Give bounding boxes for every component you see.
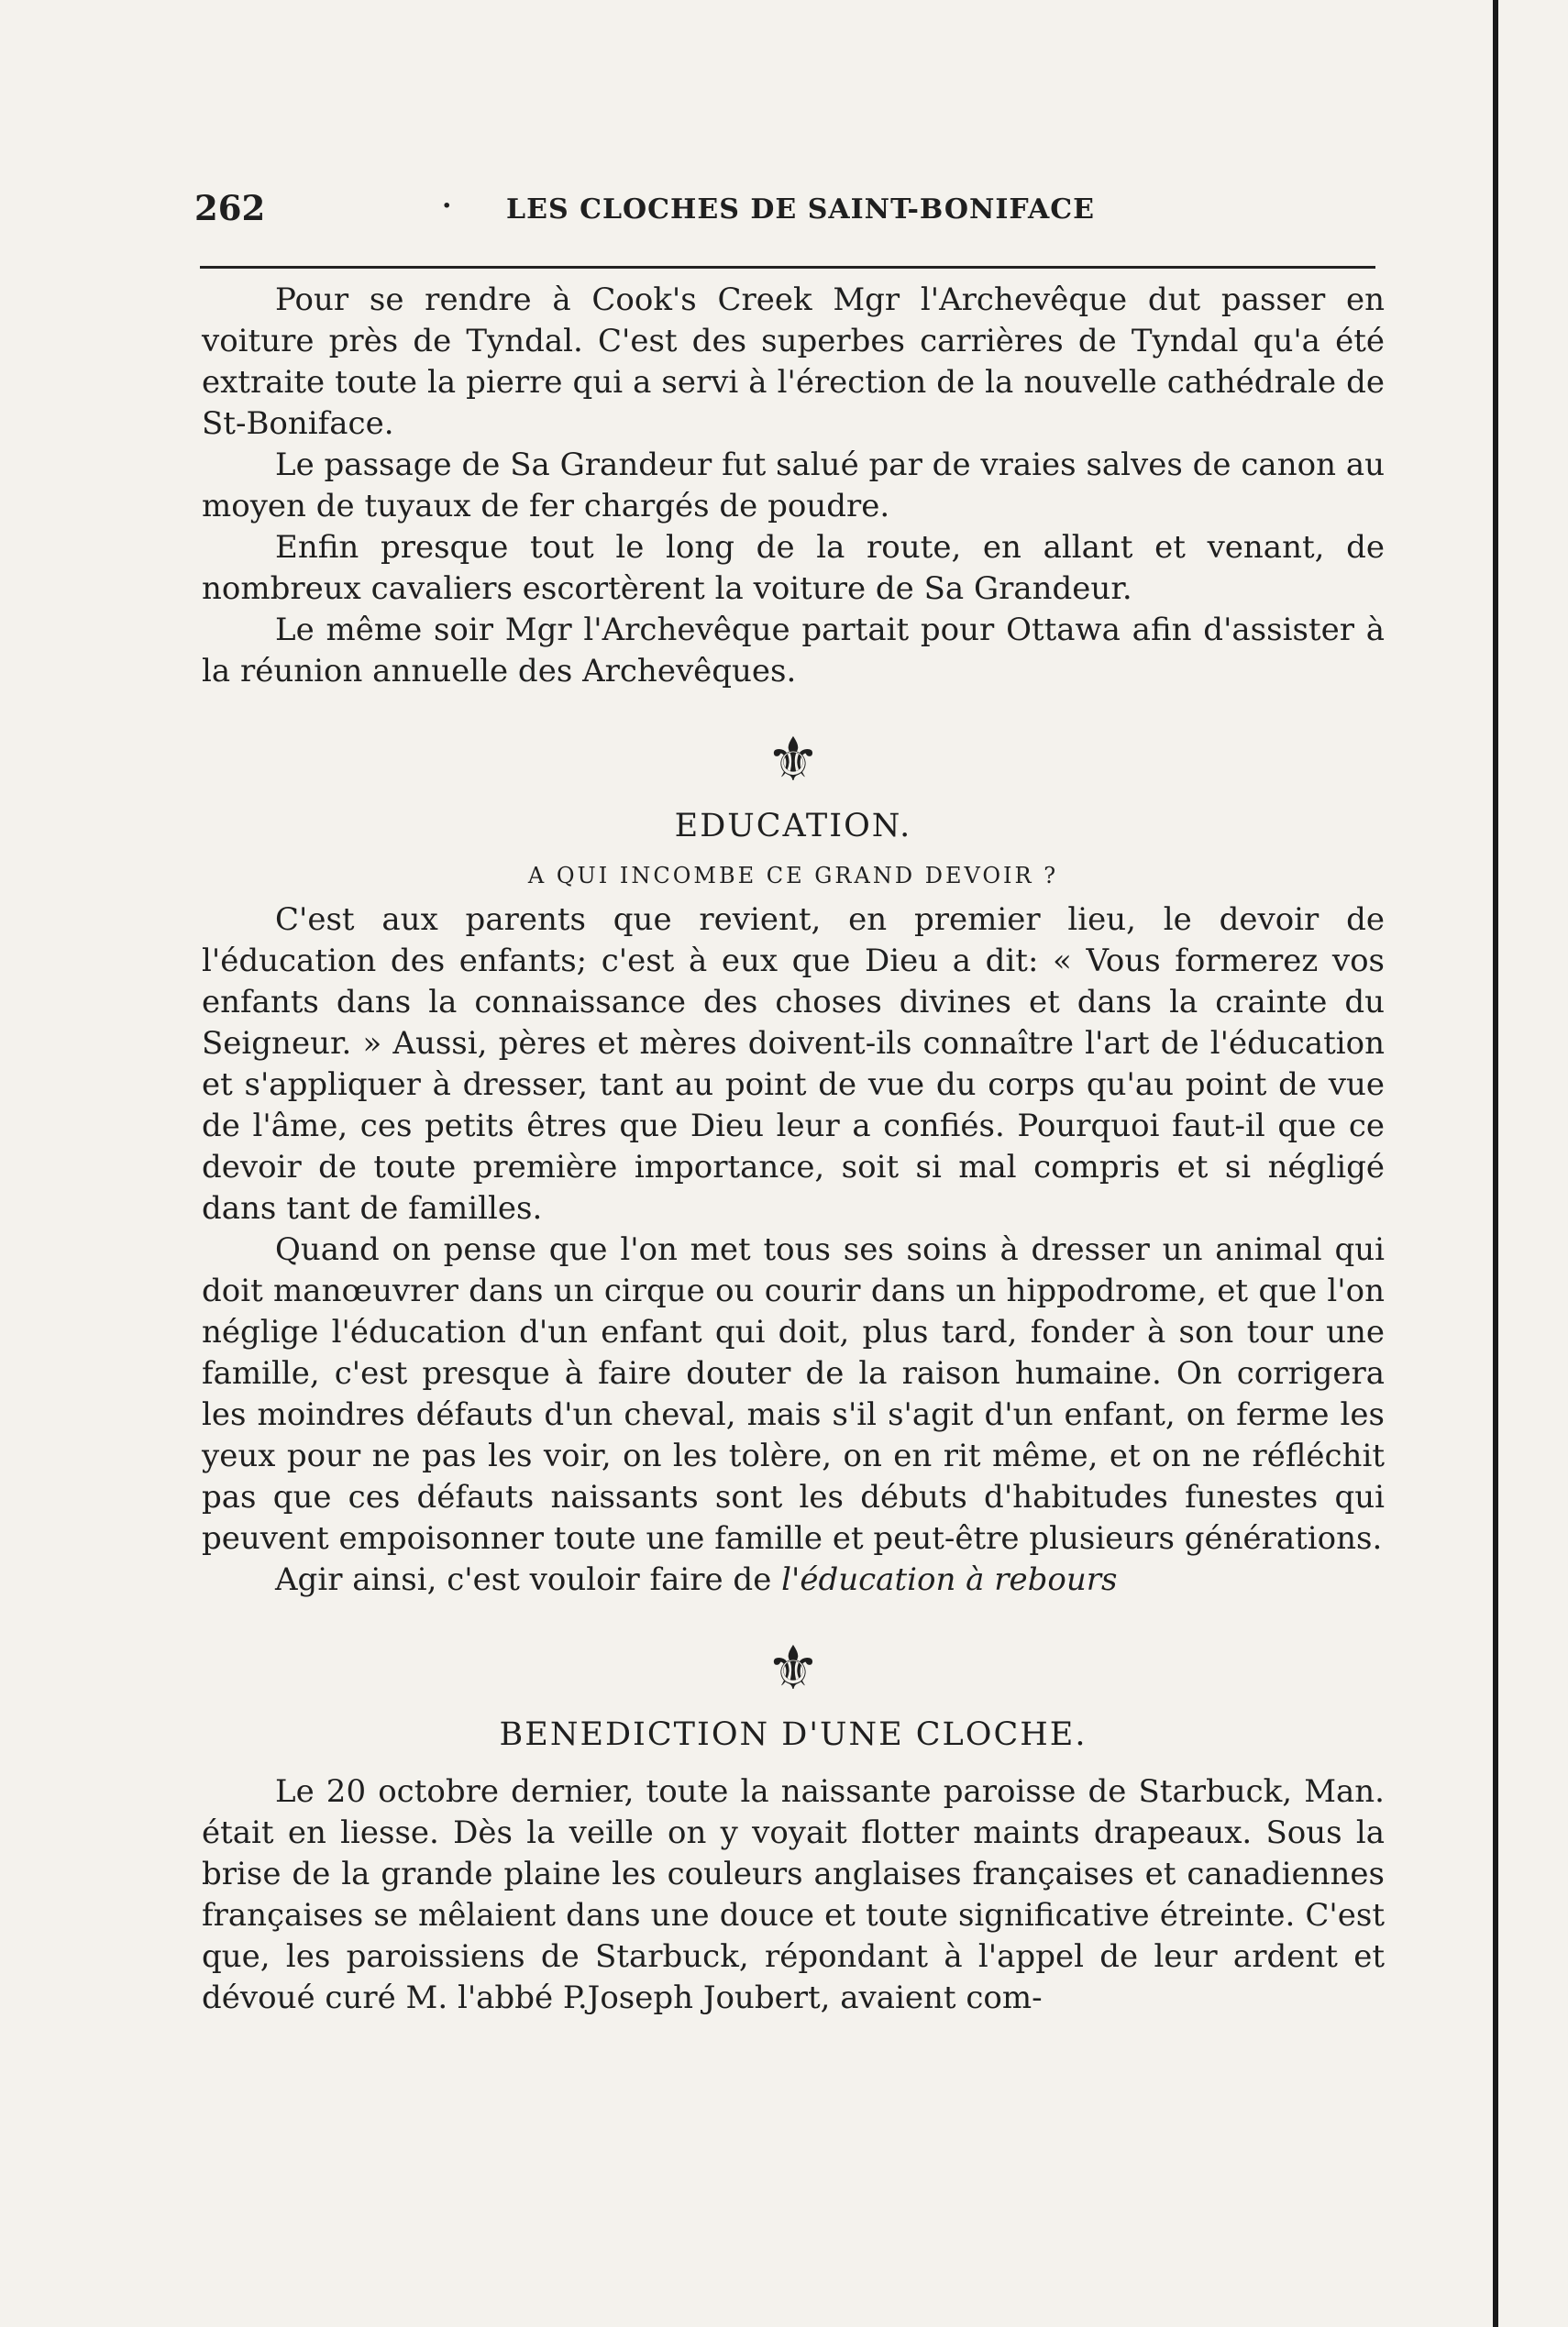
header-rule [200, 266, 1375, 269]
page-edge-shadow [1493, 0, 1498, 2327]
page-body [202, 280, 1385, 2019]
paragraph [202, 1560, 1385, 1601]
section-heading: EDUCATION. [674, 808, 912, 844]
page-number: 262 [194, 188, 266, 228]
section-subheading: A QUI INCOMBE CE GRAND DEVOIR ? [527, 863, 1059, 888]
fleur-de-lis-icon: ⚜ [766, 1633, 821, 1704]
paragraph: Pour se rendre à Cook's Creek Mgr l'Archevêque dut passer en voiture près de Tyndal. C'est des superbes carrières de Tyndal qu'a été extraite toute la pierre qui a servi à l'érection de la nouvelle cathédrale de St-Boniface. [202, 281, 1385, 442]
italic-phrase: l'éducation à rebours [781, 1561, 1118, 1598]
page-header [194, 188, 1377, 243]
paragraph: Le passage de Sa Grandeur fut salué par de vraies salves de canon au moyen de tuyaux de fer chargés de poudre. [202, 447, 1385, 524]
header-separator: · [442, 190, 452, 222]
paragraph: Quand on pense que l'on met tous ses soins à dresser un animal qui doit manœuvrer dans un cirque ou courir dans un hippodrome, et que l'on néglige l'éducation d'un enfant qui doit, plus tard, fonder à son tour une famille, c'est presque à faire douter de la raison humaine. On corrigera les moindres défauts d'un cheval, mais s'il s'agit d'un enfant, on ferme les yeux pour ne pas les voir, on les tolère, on en rit même, et on ne réfléchit pas que ces défauts naissants sont les débuts d'habitudes funestes qui peuvent empoisonner toute une famille et peut-être plusieurs générations. [202, 1231, 1385, 1557]
paragraph: Enfin presque tout le long de la route, en allant et venant, de nombreux cavaliers escortèrent la voiture de Sa Grandeur. [202, 529, 1385, 607]
section-heading: BENEDICTION D'UNE CLOCHE. [499, 1716, 1088, 1753]
section-education [202, 723, 1385, 1601]
running-title: LES CLOCHES DE SAINT-BONIFACE [506, 193, 1095, 226]
fleur-de-lis-icon: ⚜ [766, 724, 821, 795]
paragraph: Le 20 octobre dernier, toute la naissante paroisse de Starbuck, Man. était en liesse. Dès la veille on y voyait flotter maints drapeaux. Sous la brise de la grande plaine les couleurs anglaises françaises et canadiennes françaises se mêlaient dans une douce et toute significative étreinte. C'est que, les paroissiens de Starbuck, répondant à l'appel de leur ardent et dévoué curé M. l'abbé P.Joseph Joubert, avaient com- [202, 1773, 1385, 2016]
section-cooks-creek [202, 280, 1385, 692]
paragraph: C'est aux parents que revient, en premier lieu, le devoir de l'éducation des enfants; c'est à eux que Dieu a dit: « Vous formerez vos enfants dans la connaissance des choses divines et dans la crainte du Seigneur. » Aussi, pères et mères doivent-ils connaître l'art de l'éducation et s'appliquer à dresser, tant au point de vue du corps qu'au point de vue de l'âme, ces petits êtres que Dieu leur a confiés. Pourquoi faut-il que ce devoir de toute première importance, soit si mal compris et si négligé dans tant de familles. [202, 901, 1385, 1227]
section-benediction [202, 1632, 1385, 2019]
paragraph-text: Agir ainsi, c'est vouloir faire de [275, 1561, 782, 1598]
paragraph: Le même soir Mgr l'Archevêque partait pour Ottawa afin d'assister à la réunion annuelle des Archevêques. [202, 612, 1385, 689]
